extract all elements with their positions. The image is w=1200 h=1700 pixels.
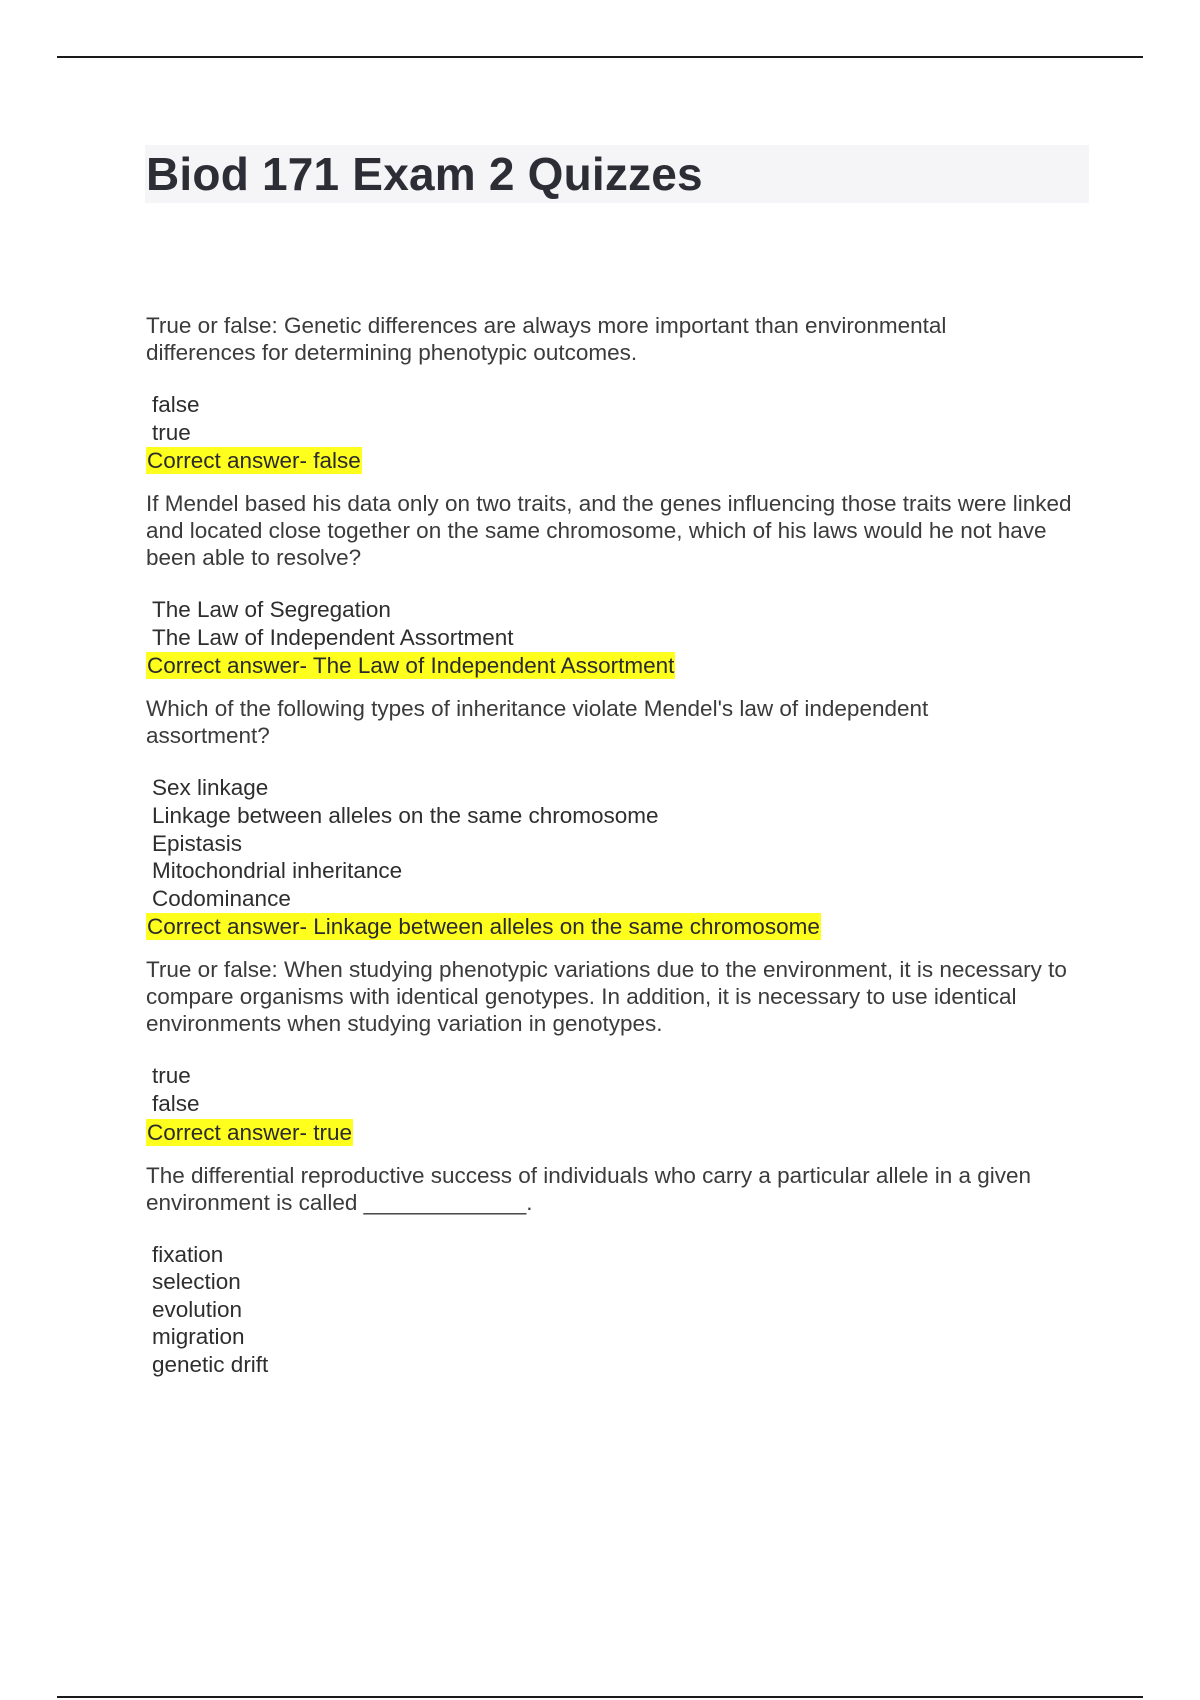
option-item: The Law of Independent Assortment xyxy=(152,624,514,650)
question-text: True or false: When studying phenotypic variations due to the environment, it is necessary to compare organisms with identical genotypes. In addition, it is necessary to use identical environments when studying variation in genotypes. xyxy=(146,957,1067,1037)
quiz-content xyxy=(146,312,1096,1395)
question-text: The differential reproductive success of individuals who carry a particular allele in a given environment is called _____________. xyxy=(146,1162,1032,1215)
correct-answer: Correct answer- true xyxy=(147,1119,353,1145)
option-item: Mitochondrial inheritance xyxy=(152,858,403,884)
question-block xyxy=(146,1162,1096,1379)
question-text: If Mendel based his data only on two traits, and the genes influencing those traits were linked and located close together on the same chromosome, which of his laws would he not have been able to resolve? xyxy=(146,491,1072,571)
question-block xyxy=(146,490,1096,679)
option-item: false xyxy=(152,1090,200,1116)
top-rule xyxy=(57,56,1143,58)
option-list xyxy=(146,391,1096,446)
option-item: true xyxy=(152,419,191,445)
option-list xyxy=(146,1062,1096,1117)
option-item: genetic drift xyxy=(152,1351,269,1377)
correct-answer: Correct answer- Linkage between alleles on the same chromosome xyxy=(147,914,820,940)
option-item: Epistasis xyxy=(152,830,243,856)
option-item: false xyxy=(152,392,200,417)
option-item: The Law of Segregation xyxy=(152,597,391,623)
bottom-rule xyxy=(57,1696,1143,1698)
option-item: Sex linkage xyxy=(152,775,269,801)
option-item: selection xyxy=(152,1269,241,1295)
option-item: evolution xyxy=(152,1296,243,1322)
option-list xyxy=(146,1241,1096,1379)
option-list xyxy=(146,774,1096,912)
question-block xyxy=(146,312,1096,474)
question-text: True or false: Genetic differences are always more important than environmental differences for determining phenotypic outcomes. xyxy=(146,313,947,365)
question-block xyxy=(146,956,1096,1145)
page-title: Biod 171 Exam 2 Quizzes xyxy=(146,148,703,200)
correct-answer: Correct answer- The Law of Independent Assortment xyxy=(147,653,675,679)
question-text: Which of the following types of inheritance violate Mendel's law of independent assortment? xyxy=(146,696,929,749)
question-block xyxy=(146,695,1096,940)
option-item: fixation xyxy=(152,1241,224,1267)
option-list xyxy=(146,596,1096,651)
option-item: migration xyxy=(152,1324,245,1350)
option-item: Codominance xyxy=(152,885,291,911)
option-item: Linkage between alleles on the same chromosome xyxy=(152,802,659,828)
correct-answer: Correct answer- false xyxy=(147,448,361,474)
option-item: true xyxy=(152,1063,191,1089)
